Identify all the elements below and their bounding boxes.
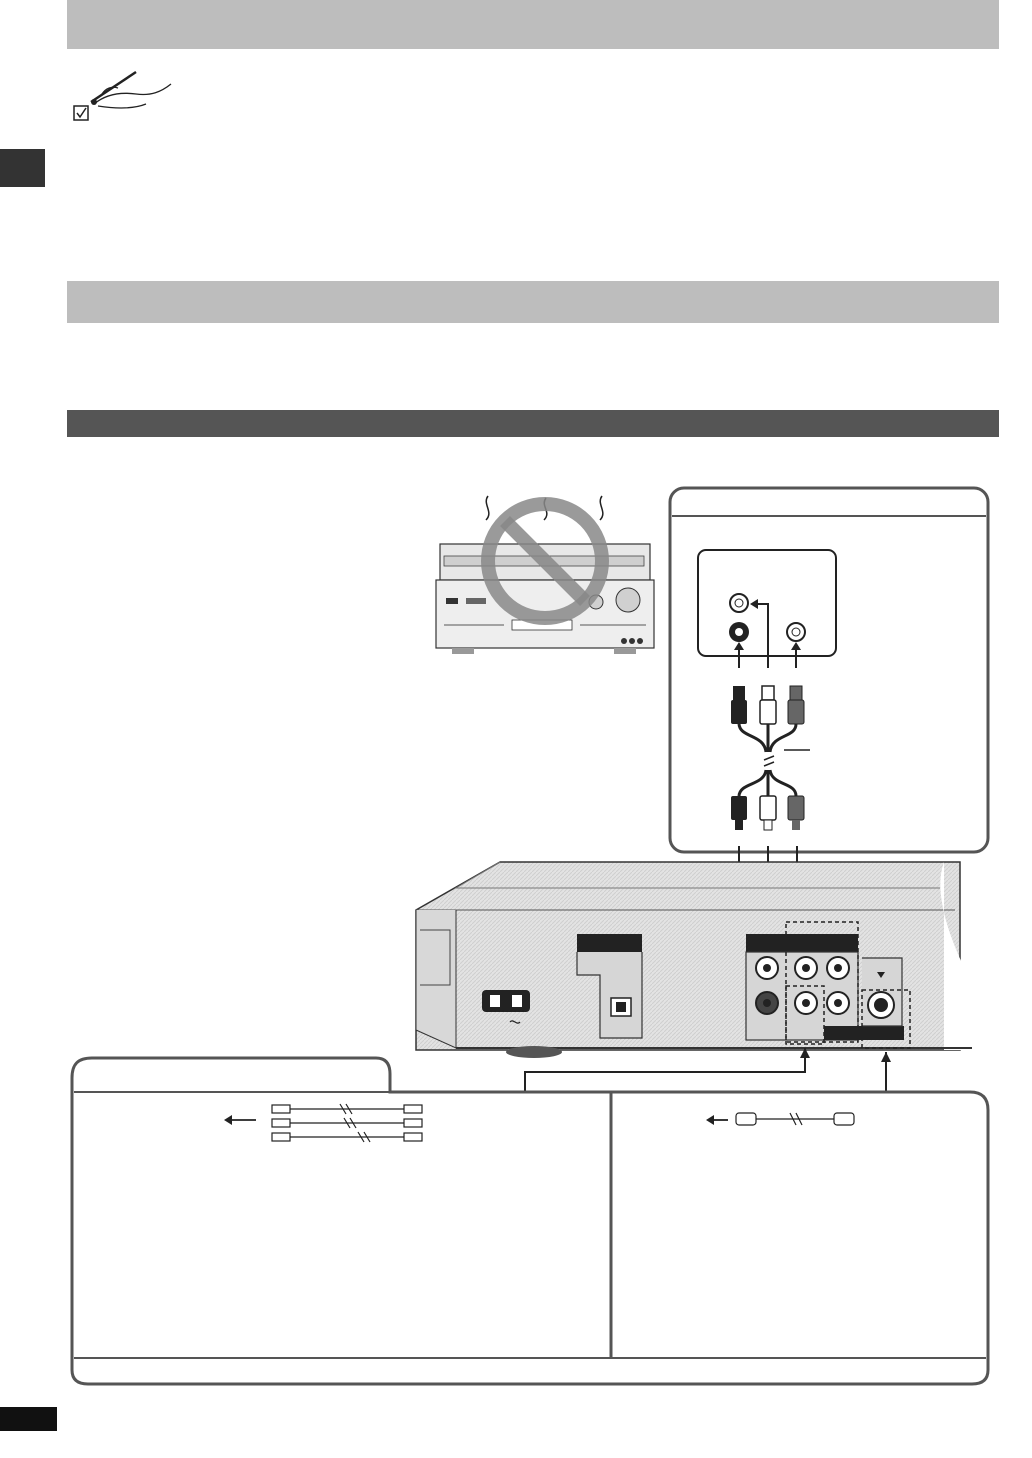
page-number-tab [0,1407,57,1431]
tv-input-detail-panel [670,488,988,852]
dvd-unit-rear-panel [416,862,975,1058]
lower-connection-boxes [72,1058,988,1384]
stacked-equipment-illustration [436,496,654,654]
